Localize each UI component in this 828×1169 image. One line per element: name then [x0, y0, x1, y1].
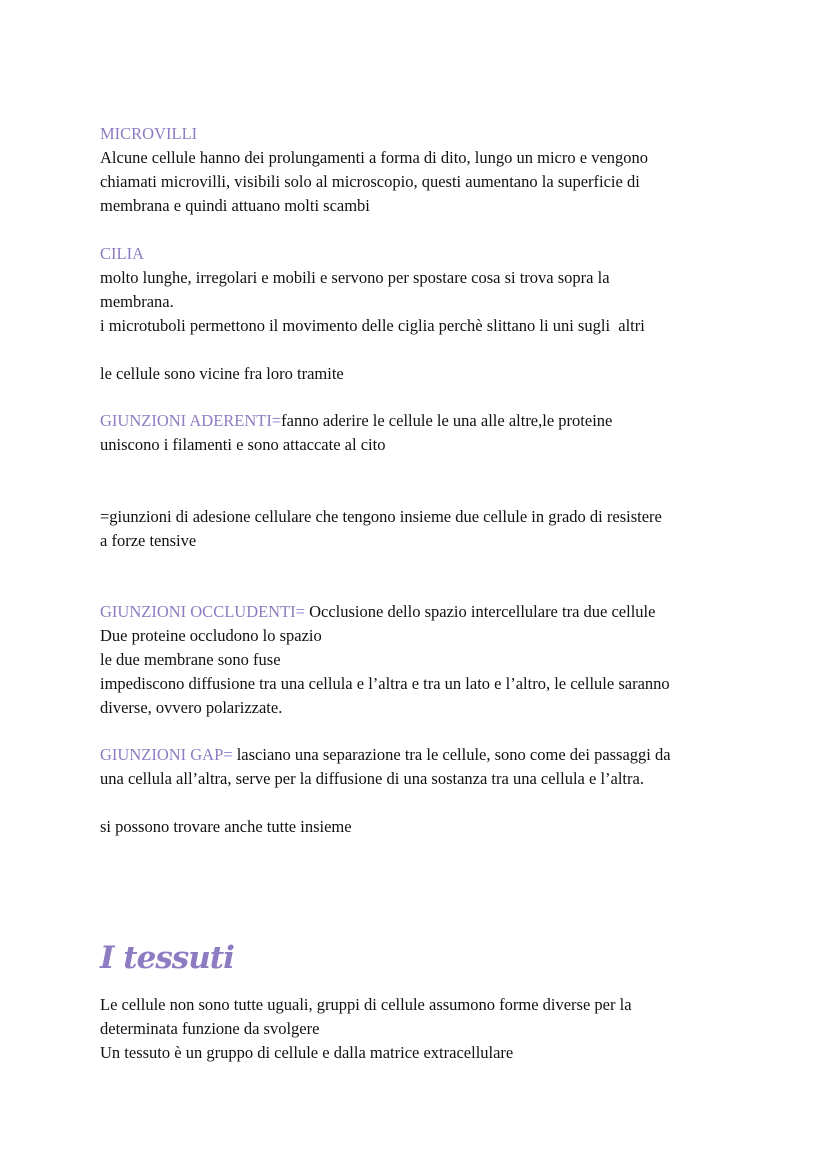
heading-gap: GIUNZIONI GAP — [100, 745, 224, 764]
paragraph-line: molto lunghe, irregolari e mobili e servono per spostare cosa si trova sopra la — [100, 268, 610, 287]
paragraph-line: Un tessuto è un gruppo di cellule e dalla matrice extracellulare — [100, 1043, 514, 1062]
paragraph-text: fanno aderire le cellule le una alle altre,le proteine — [281, 411, 613, 430]
section-occludenti — [100, 600, 670, 720]
section-tessuti — [100, 993, 632, 1065]
section-aderenti — [100, 409, 612, 457]
paragraph-text: lasciano una separazione tra le cellule, sono come dei passaggi da — [232, 745, 671, 764]
section-cilia — [100, 242, 645, 338]
paragraph-line: membrana. — [100, 292, 174, 311]
paragraph-text: Occlusione dello spazio intercellulare tra due cellule — [304, 602, 656, 621]
equals-sign: = — [271, 411, 282, 430]
paragraph-line: Le cellule non sono tutte uguali, gruppi di cellule assumono forme diverse per la — [100, 995, 632, 1014]
paragraph-line: si possono trovare anche tutte insieme — [100, 817, 352, 836]
together-paragraph — [100, 815, 352, 839]
equals-sign: = — [223, 745, 233, 764]
section-title-tessuti: I tessuti — [100, 940, 234, 976]
paragraph-line: membrana e quindi attuano molti scambi — [100, 196, 370, 215]
paragraph-line: chiamati microvilli, visibili solo al microscopio, questi aumentano la superficie di — [100, 172, 640, 191]
section-microvilli — [100, 122, 648, 218]
paragraph-line: uniscono i filamenti e sono attaccate al cito — [100, 435, 386, 454]
section-adesione — [100, 505, 662, 553]
paragraph-line: le cellule sono vicine fra loro tramite — [100, 364, 344, 383]
section-gap — [100, 743, 671, 791]
paragraph-line: diverse, ovvero polarizzate. — [100, 698, 283, 717]
heading-microvilli: MICROVILLI — [100, 124, 198, 143]
intro-paragraph — [100, 362, 344, 386]
heading-occludenti: GIUNZIONI OCCLUDENTI — [100, 602, 296, 621]
paragraph-line: a forze tensive — [100, 531, 197, 550]
paragraph-line: Due proteine occludono lo spazio — [100, 626, 322, 645]
paragraph-line: i microtuboli permettono il movimento delle ciglia perchè slittano li uni sugli altri — [100, 316, 645, 335]
equals-sign: = — [295, 602, 305, 621]
heading-aderenti: GIUNZIONI ADERENTI — [100, 411, 272, 430]
paragraph-line: le due membrane sono fuse — [100, 650, 281, 669]
paragraph-line: =giunzioni di adesione cellulare che tengono insieme due cellule in grado di resistere — [100, 507, 662, 526]
heading-cilia: CILIA — [100, 244, 144, 263]
paragraph-line: Alcune cellule hanno dei prolungamenti a forma di dito, lungo un micro e vengono — [100, 148, 649, 167]
paragraph-line: determinata funzione da svolgere — [100, 1019, 320, 1038]
paragraph-line: impediscono diffusione tra una cellula e l’altra e tra un lato e l’altro, le cellule saranno — [100, 674, 670, 693]
paragraph-line: una cellula all’altra, serve per la diffusione di una sostanza tra una cellula e l’altra. — [100, 769, 644, 788]
